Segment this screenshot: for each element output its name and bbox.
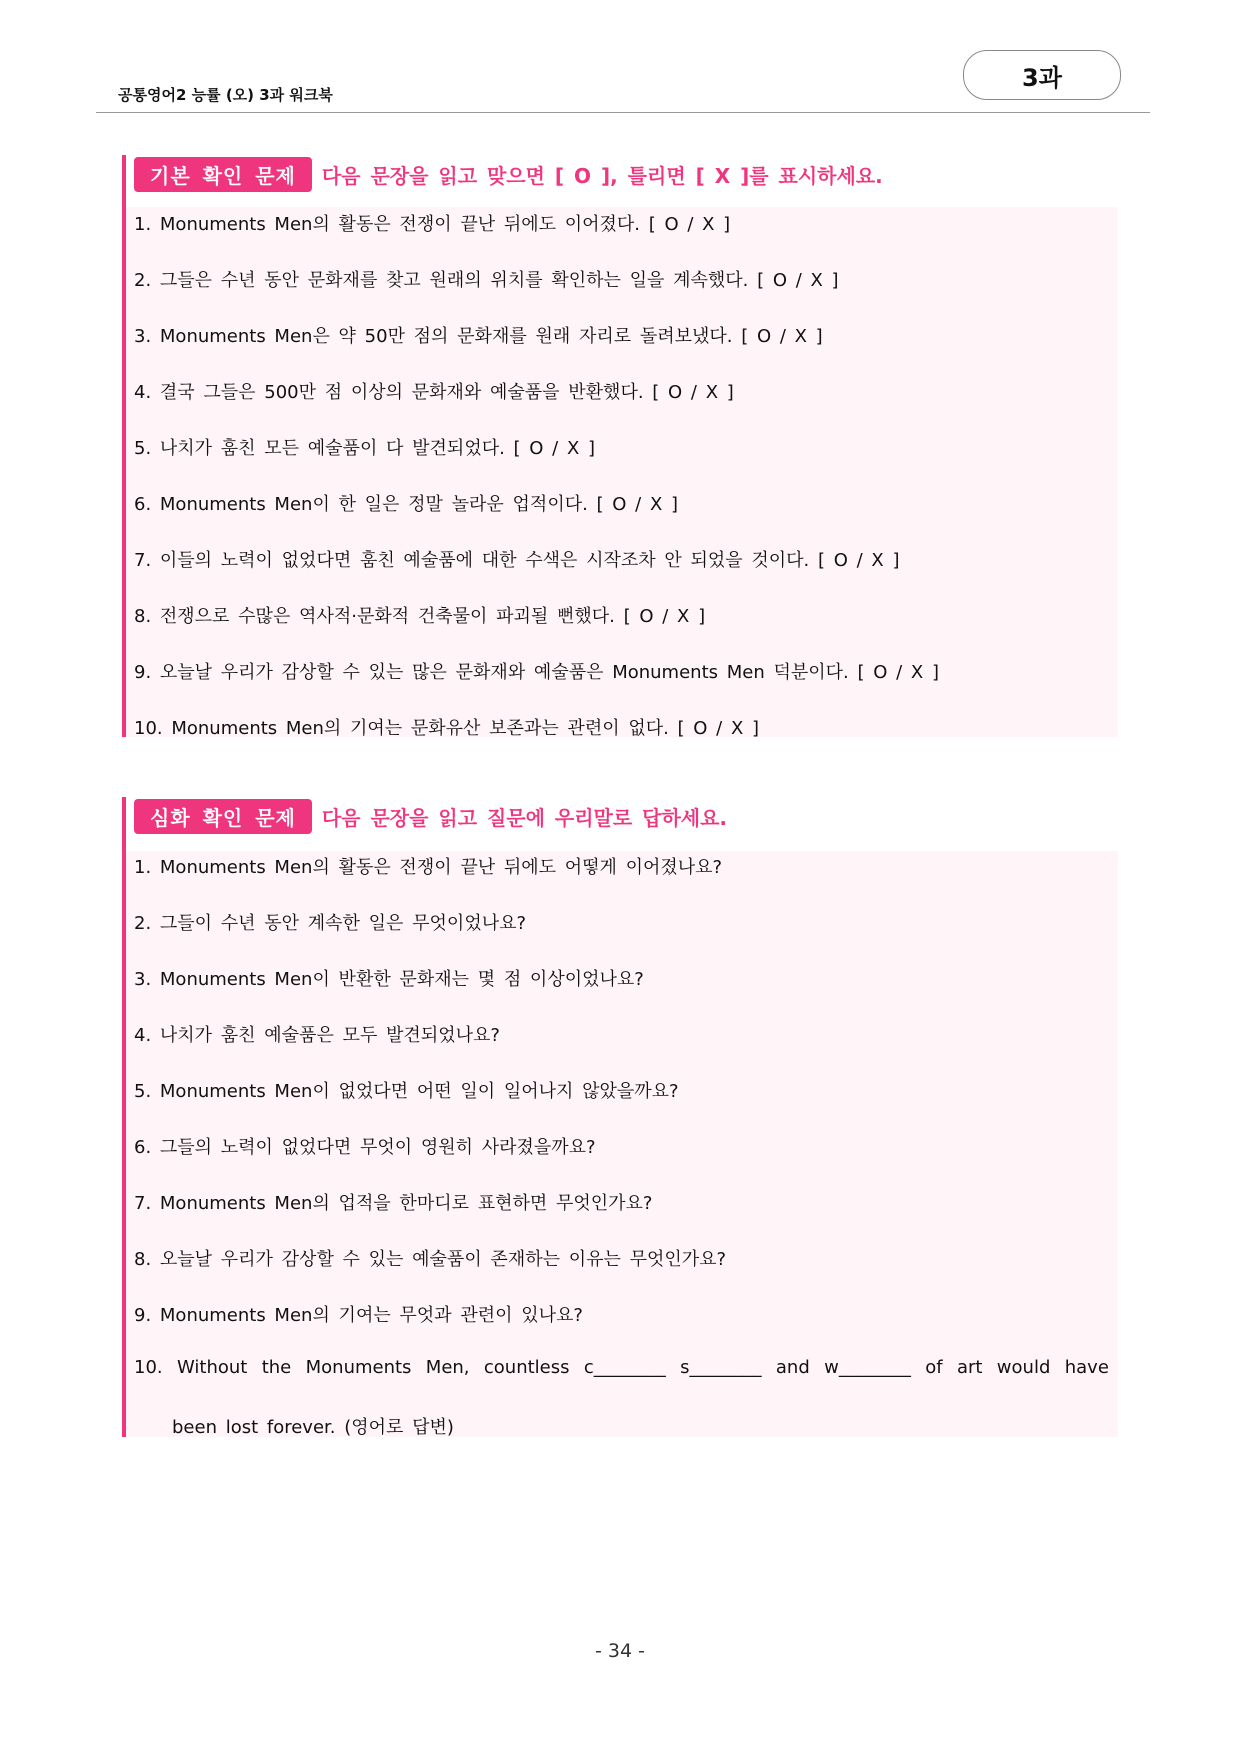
section-advanced bbox=[122, 797, 1118, 1437]
section-badge: 심화 확인 문제 bbox=[134, 799, 312, 834]
question-10 bbox=[134, 1357, 1109, 1378]
section-heading bbox=[134, 157, 883, 192]
list-item: 3. Monuments Men이 반환한 문화재는 몇 점 이상이었나요? bbox=[134, 969, 644, 990]
list-item: 5. 나치가 훔친 모든 예술품이 다 발견되었다. [ O / X ] bbox=[134, 438, 596, 459]
word: have bbox=[1064, 1357, 1109, 1378]
word: c________ bbox=[583, 1357, 666, 1378]
section-instruction: 다음 문장을 읽고 맞으면 [ O ], 틀리면 [ X ]를 표시하세요. bbox=[321, 164, 883, 188]
word: 10. bbox=[134, 1357, 163, 1378]
word: art bbox=[956, 1357, 983, 1378]
section-basic bbox=[122, 155, 1118, 737]
word: Monuments bbox=[305, 1357, 412, 1378]
word: countless bbox=[483, 1357, 570, 1378]
page-number: - 34 - bbox=[595, 1640, 645, 1662]
list-item: 9. 오늘날 우리가 감상할 수 있는 많은 문화재와 예술품은 Monuments Men 덕분이다. [ O / X ] bbox=[134, 662, 939, 683]
word: would bbox=[996, 1357, 1051, 1378]
header-title: 공통영어2 능률 (오) 3과 워크북 bbox=[118, 86, 333, 104]
word: and bbox=[775, 1357, 810, 1378]
list-item: 4. 나치가 훔친 예술품은 모두 발견되었나요? bbox=[134, 1025, 500, 1046]
word: the bbox=[261, 1357, 292, 1378]
list-item: 8. 전쟁으로 수많은 역사적·문화적 건축물이 파괴될 뻔했다. [ O / X ] bbox=[134, 606, 706, 627]
list-item: 4. 결국 그들은 500만 점 이상의 문화재와 예술품을 반환했다. [ O / X ] bbox=[134, 382, 734, 403]
list-item: 9. Monuments Men의 기여는 무엇과 관련이 있나요? bbox=[134, 1305, 583, 1326]
word: Men, bbox=[425, 1357, 470, 1378]
list-item: 2. 그들은 수년 동안 문화재를 찾고 원래의 위치를 확인하는 일을 계속했다. [ O / X ] bbox=[134, 270, 839, 291]
list-item: 5. Monuments Men이 없었다면 어떤 일이 일어나지 않았을까요? bbox=[134, 1081, 679, 1102]
list-item: 2. 그들이 수년 동안 계속한 일은 무엇이었나요? bbox=[134, 913, 527, 934]
list-item: 3. Monuments Men은 약 50만 점의 문화재를 원래 자리로 돌려보냈다. [ O / X ] bbox=[134, 326, 823, 347]
list-item: 8. 오늘날 우리가 감상할 수 있는 예술품이 존재하는 이유는 무엇인가요? bbox=[134, 1249, 727, 1270]
list-item: 10. Monuments Men의 기여는 문화유산 보존과는 관련이 없다. [ O / X ] bbox=[134, 718, 760, 739]
header-divider bbox=[96, 112, 1150, 113]
section-heading bbox=[134, 799, 727, 834]
section-badge: 기본 확인 문제 bbox=[134, 157, 312, 192]
list-item: 6. 그들의 노력이 없었다면 무엇이 영원히 사라졌을까요? bbox=[134, 1137, 596, 1158]
list-item: 1. Monuments Men의 활동은 전쟁이 끝난 뒤에도 이어졌다. [ O / X ] bbox=[134, 214, 731, 235]
lesson-badge: 3과 bbox=[963, 50, 1121, 100]
word: w________ bbox=[824, 1357, 911, 1378]
list-item: 7. Monuments Men의 업적을 한마디로 표현하면 무엇인가요? bbox=[134, 1193, 653, 1214]
word: s________ bbox=[680, 1357, 762, 1378]
list-item: 6. Monuments Men이 한 일은 정말 놀라운 업적이다. [ O / X ] bbox=[134, 494, 679, 515]
list-item: 7. 이들의 노력이 없었다면 훔친 예술품에 대한 수색은 시작조차 안 되었을 것이다. [ O / X ] bbox=[134, 550, 900, 571]
list-item: 1. Monuments Men의 활동은 전쟁이 끝난 뒤에도 어떻게 이어졌나요? bbox=[134, 857, 723, 878]
word: Without bbox=[177, 1357, 248, 1378]
question-10-line2: been lost forever. (영어로 답변) bbox=[172, 1417, 454, 1438]
section-instruction: 다음 문장을 읽고 질문에 우리말로 답하세요. bbox=[321, 806, 728, 830]
word: of bbox=[925, 1357, 943, 1378]
